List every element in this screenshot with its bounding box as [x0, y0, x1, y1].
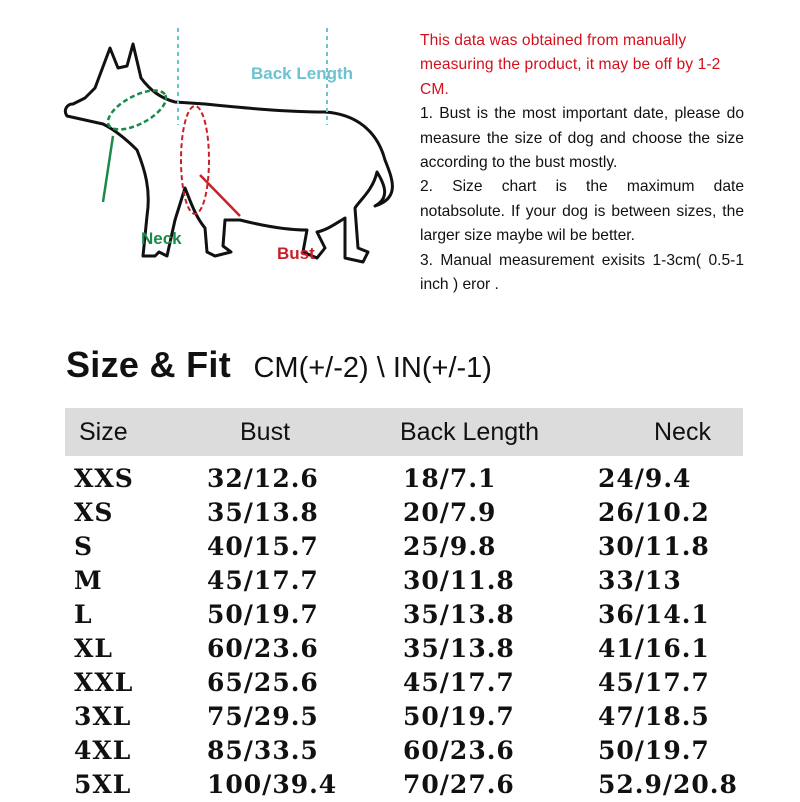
cell-back-length: 50/19.7 — [403, 702, 515, 731]
back-length-label: Back Length — [251, 64, 354, 83]
cell-size: S — [74, 532, 94, 561]
cell-size: 3XL — [74, 702, 132, 731]
size-table-header — [65, 408, 743, 456]
table-row — [0, 530, 800, 564]
cell-size: L — [74, 600, 93, 629]
cell-bust: 75/29.5 — [207, 702, 319, 731]
header-back-length: Back Length — [400, 418, 539, 446]
table-row — [0, 666, 800, 700]
header-size: Size — [79, 418, 128, 446]
note-item: 1. Bust is the most important date, please do measure the size of dog and choose the size according to the bust mostly. — [420, 105, 744, 172]
cell-neck: 30/11.8 — [598, 532, 710, 561]
cell-size: XS — [74, 498, 114, 527]
bust-label: Bust — [277, 244, 315, 263]
cell-neck: 47/18.5 — [598, 702, 710, 731]
cell-back-length: 30/11.8 — [403, 566, 515, 595]
neck-label: Neck — [141, 229, 182, 248]
header-neck: Neck — [654, 418, 711, 446]
cell-bust: 60/23.6 — [207, 634, 319, 663]
cell-bust: 35/13.8 — [207, 498, 319, 527]
cell-bust: 40/15.7 — [207, 532, 319, 561]
units-label: CM(+/-2) \ IN(+/-1) — [253, 352, 492, 384]
cell-size: 5XL — [74, 770, 132, 799]
cell-size: M — [74, 566, 103, 595]
header-bust: Bust — [240, 418, 291, 446]
table-row — [0, 496, 800, 530]
cell-size: 4XL — [74, 736, 132, 765]
cell-neck: 52.9/20.8 — [598, 770, 738, 799]
table-row — [0, 564, 800, 598]
table-row — [0, 734, 800, 768]
cell-neck: 45/17.7 — [598, 668, 710, 697]
cell-back-length: 35/13.8 — [403, 634, 515, 663]
note-item: 2. Size chart is the maximum date notabsolute. If your dog is between sizes, the larger size maybe wil be better. — [420, 178, 744, 245]
table-row — [0, 700, 800, 734]
table-row — [0, 462, 800, 496]
cell-bust: 85/33.5 — [207, 736, 319, 765]
cell-back-length: 45/17.7 — [403, 668, 515, 697]
page-title: Size & Fit — [66, 344, 232, 385]
cell-back-length: 18/7.1 — [403, 464, 497, 493]
cell-bust: 65/25.6 — [207, 668, 319, 697]
cell-size: XXL — [74, 668, 134, 697]
table-row — [0, 632, 800, 666]
cell-back-length: 25/9.8 — [403, 532, 497, 561]
dog-silhouette-icon — [55, 20, 400, 280]
measurement-warning: This data was obtained from manually measuring the product, it may be off by 1-2 CM. — [420, 32, 721, 98]
cell-neck: 41/16.1 — [598, 634, 710, 663]
dog-measurement-diagram — [55, 20, 400, 280]
cell-back-length: 60/23.6 — [403, 736, 515, 765]
cell-bust: 45/17.7 — [207, 566, 319, 595]
cell-neck: 24/9.4 — [598, 464, 692, 493]
cell-size: XL — [74, 634, 113, 663]
cell-neck: 36/14.1 — [598, 600, 710, 629]
cell-neck: 33/13 — [598, 566, 682, 595]
cell-back-length: 35/13.8 — [403, 600, 515, 629]
cell-bust: 32/12.6 — [207, 464, 319, 493]
cell-size: XXS — [74, 464, 134, 493]
table-row — [0, 598, 800, 632]
cell-back-length: 70/27.6 — [403, 770, 515, 799]
cell-neck: 26/10.2 — [598, 498, 710, 527]
table-row — [0, 768, 800, 802]
note-item: 3. Manual measurement exisits 1-3cm( 0.5-1 inch ) eror . — [420, 251, 744, 294]
size-fit-heading — [66, 344, 492, 386]
cell-bust: 100/39.4 — [207, 770, 338, 799]
measurement-notes — [420, 29, 744, 297]
cell-neck: 50/19.7 — [598, 736, 710, 765]
cell-bust: 50/19.7 — [207, 600, 319, 629]
cell-back-length: 20/7.9 — [403, 498, 497, 527]
